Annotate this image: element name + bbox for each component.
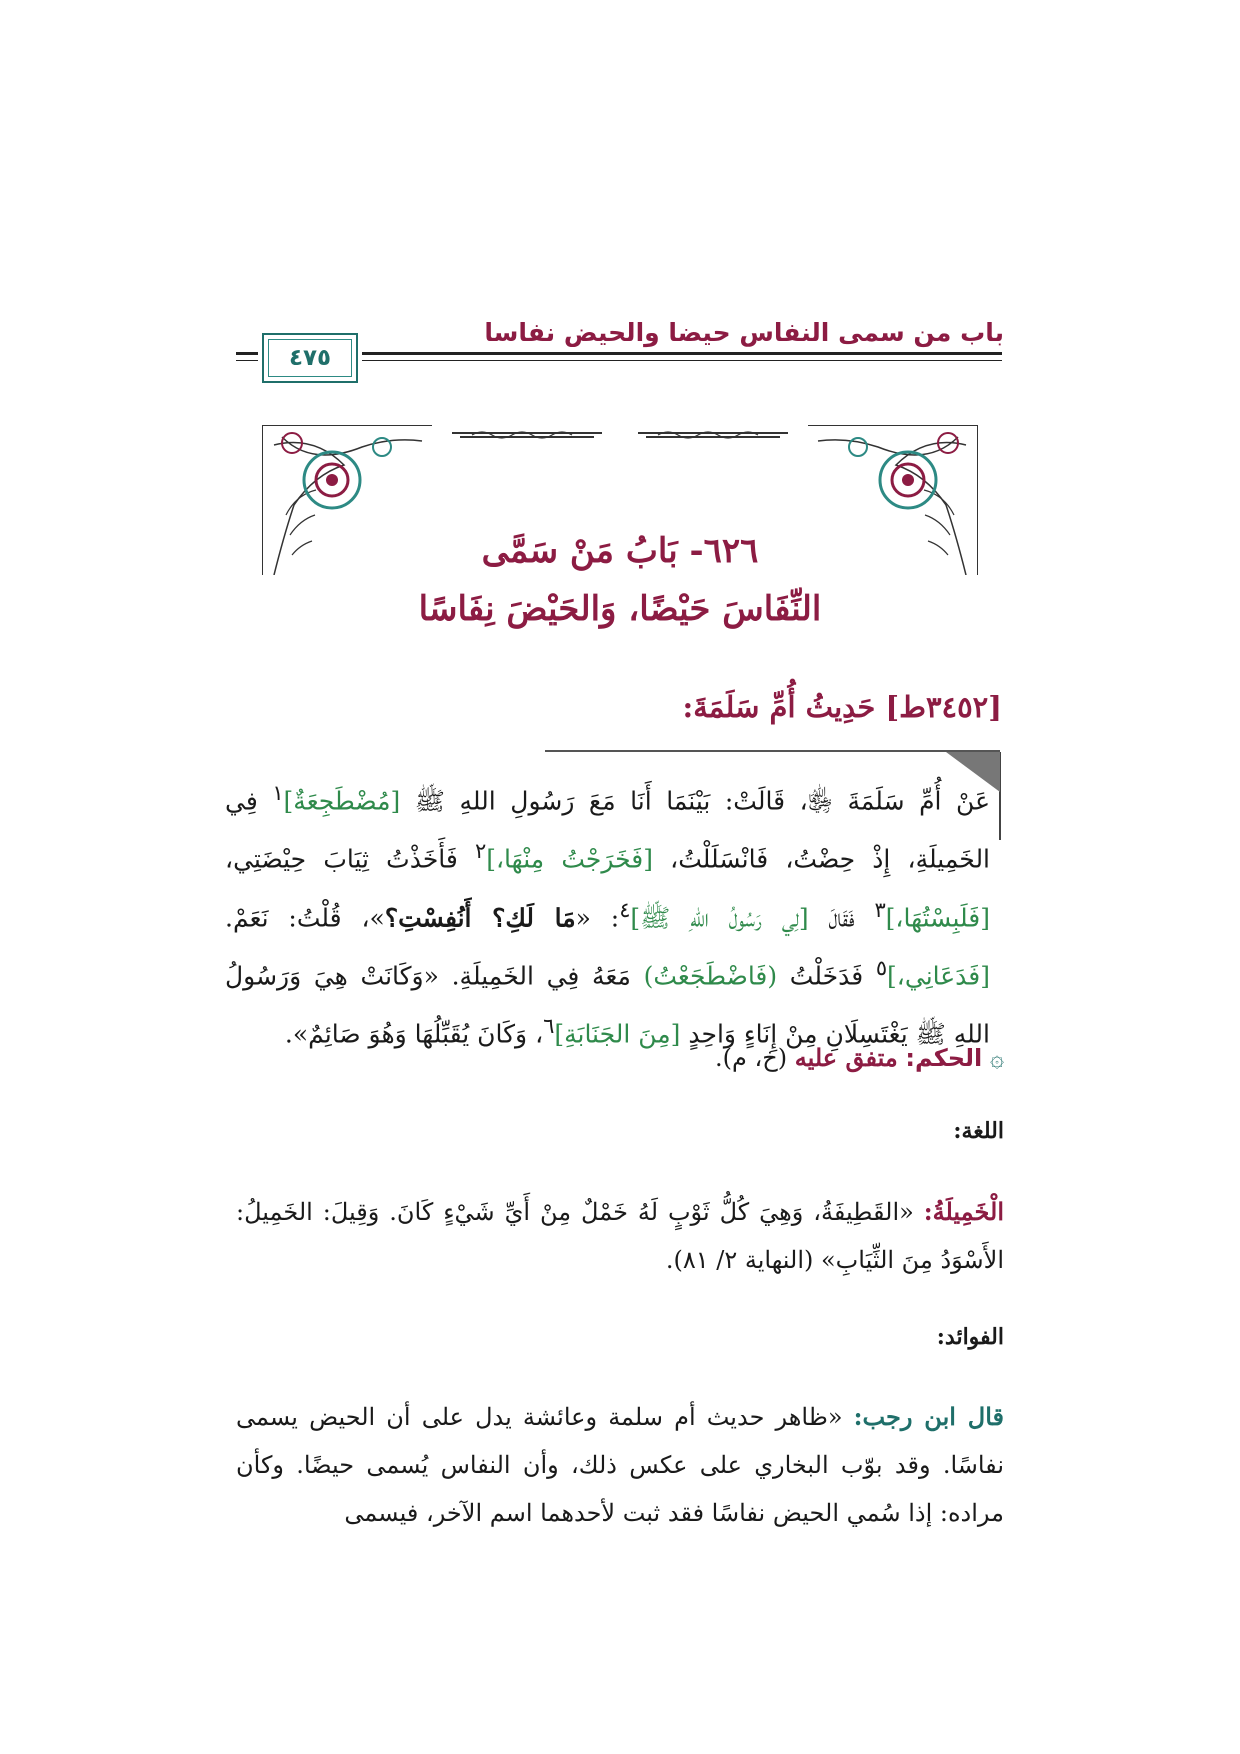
header-rule-right: [362, 352, 1002, 355]
ruling-label: الحكم:: [905, 1044, 983, 1072]
variant-reading: [فَلَبِسْتُهَا،]: [885, 902, 990, 932]
chapter-title-line-2: النِّفَاسَ حَيْضًا، وَالحَيْضَ نِفَاسًا: [418, 589, 822, 629]
hadith-segment: »، قُلْتُ: نَعَمْ.: [225, 902, 385, 932]
hadith-segment: فَأَخَذْتُ ثِيَابَ حِيْضَتِي،: [225, 844, 476, 874]
hadith-heading: [٣٤٥٢ط] حَدِيثُ أُمِّ سَلَمَةَ:: [682, 690, 1002, 724]
lugha-term: الْخَمِيلَةُ:: [923, 1197, 1004, 1226]
hadith-segment: فِي الخَمِيلَةِ، إِذْ حِضْتُ، فَانْسَلَلْتُ،: [225, 786, 991, 874]
chapter-title: [262, 522, 978, 638]
lugha-label: اللغة:: [953, 1118, 1004, 1144]
hadith-segment: فَقَالَ: [808, 902, 875, 932]
heading-rule: [545, 750, 1000, 752]
variant-reading: [مُضْطَجِعَةٌ]: [283, 786, 401, 816]
footnote-number: ٢: [475, 839, 487, 864]
prophet-quote: مَا لَكِ؟ أَنُفِسْتِ؟: [384, 902, 576, 932]
fawaid-text: «ظاهر حديث أم سلمة وعائشة يدل على أن الحيض يسمى نفاسًا. وقد بوّب البخاري على عكس ذلك، وأن النفاس يُسمى حيضًا. وكأن مراده: إذا سُمي الحيض نفاسًا فقد ثبت لأحدهما اسم الآخر، فيسمى: [236, 1403, 1005, 1527]
running-title: باب من سمى النفاس حيضا والحيض نفاسا: [484, 318, 1004, 347]
hadith-segment: مَعَهُ فِي الخَمِيلَةِ. «وَكَانَتْ هِيَ وَرَسُولُ اللهِ ﷺ يَغْتَسِلَانِ مِنْ إِنَاءٍ وَاحِدٍ: [225, 961, 990, 1049]
header-rule-left-thin: [236, 360, 258, 361]
lugha-text: «القَطِيفَةُ، وَهِيَ كُلُّ ثَوْبٍ لَهُ خَمْلٌ مِنْ أَيِّ شَيْءٍ كَانَ. وَقِيلَ: الخَمِيلُ: الأَسْوَدُ مِنَ الثِّيَابِ» (النهاية ٢/ ٨١).: [236, 1198, 1004, 1274]
hadith-segment: ، وَكَانَ يُقَبِّلُهَا وَهُوَ صَائِمٌ».: [284, 1019, 544, 1049]
fawaid-label: الفوائد:: [936, 1324, 1004, 1350]
footnote-number: ٤: [619, 897, 631, 922]
star-ornament-icon: ۞: [989, 1044, 1004, 1072]
footnote-number: ٥: [875, 955, 888, 980]
ruling-sources: (خ، م).: [715, 1044, 795, 1072]
hadith-text: [225, 768, 990, 1060]
footnote-number: ٦: [543, 1014, 555, 1039]
fawaid-speaker: قال ابن رجب:: [853, 1402, 1004, 1431]
hadith-segment: عَنْ أُمِّ سَلَمَةَ ﵂، قَالَتْ: بَيْنَمَا أَنَا مَعَ رَسُولِ اللهِ ﷺ: [400, 786, 990, 816]
variant-reading: [لِي رَسُولُ اللهِ ﷺ]: [630, 902, 809, 932]
page-number-badge: [262, 333, 358, 383]
footnote-number: ٣: [874, 897, 886, 922]
variant-reading: (فَاضْطَجَعْتُ): [643, 961, 778, 991]
variant-reading: [مِنَ الجَنَابَةِ]: [554, 1019, 681, 1049]
header-rule-left: [236, 352, 258, 355]
hadith-segment: فَدَخَلْتُ: [777, 961, 876, 991]
lugha-paragraph: [236, 1188, 1004, 1284]
chapter-title-line-1: ٦٢٦- بَابُ مَنْ سَمَّى: [481, 531, 759, 571]
page-number: ٤٧٥: [288, 345, 332, 371]
fawaid-paragraph: [236, 1393, 1004, 1537]
footnote-number: ١: [272, 781, 284, 805]
variant-reading: [فَخَرَجْتُ مِنْهَا،]: [486, 844, 653, 874]
variant-reading: [فَدَعَانِي،]: [887, 961, 991, 991]
header-rule-right-thin: [362, 360, 1002, 361]
ruling-verdict: متفق عليه: [794, 1043, 898, 1072]
ruling-line: [715, 1043, 1004, 1072]
hadith-segment: : «: [575, 902, 620, 932]
